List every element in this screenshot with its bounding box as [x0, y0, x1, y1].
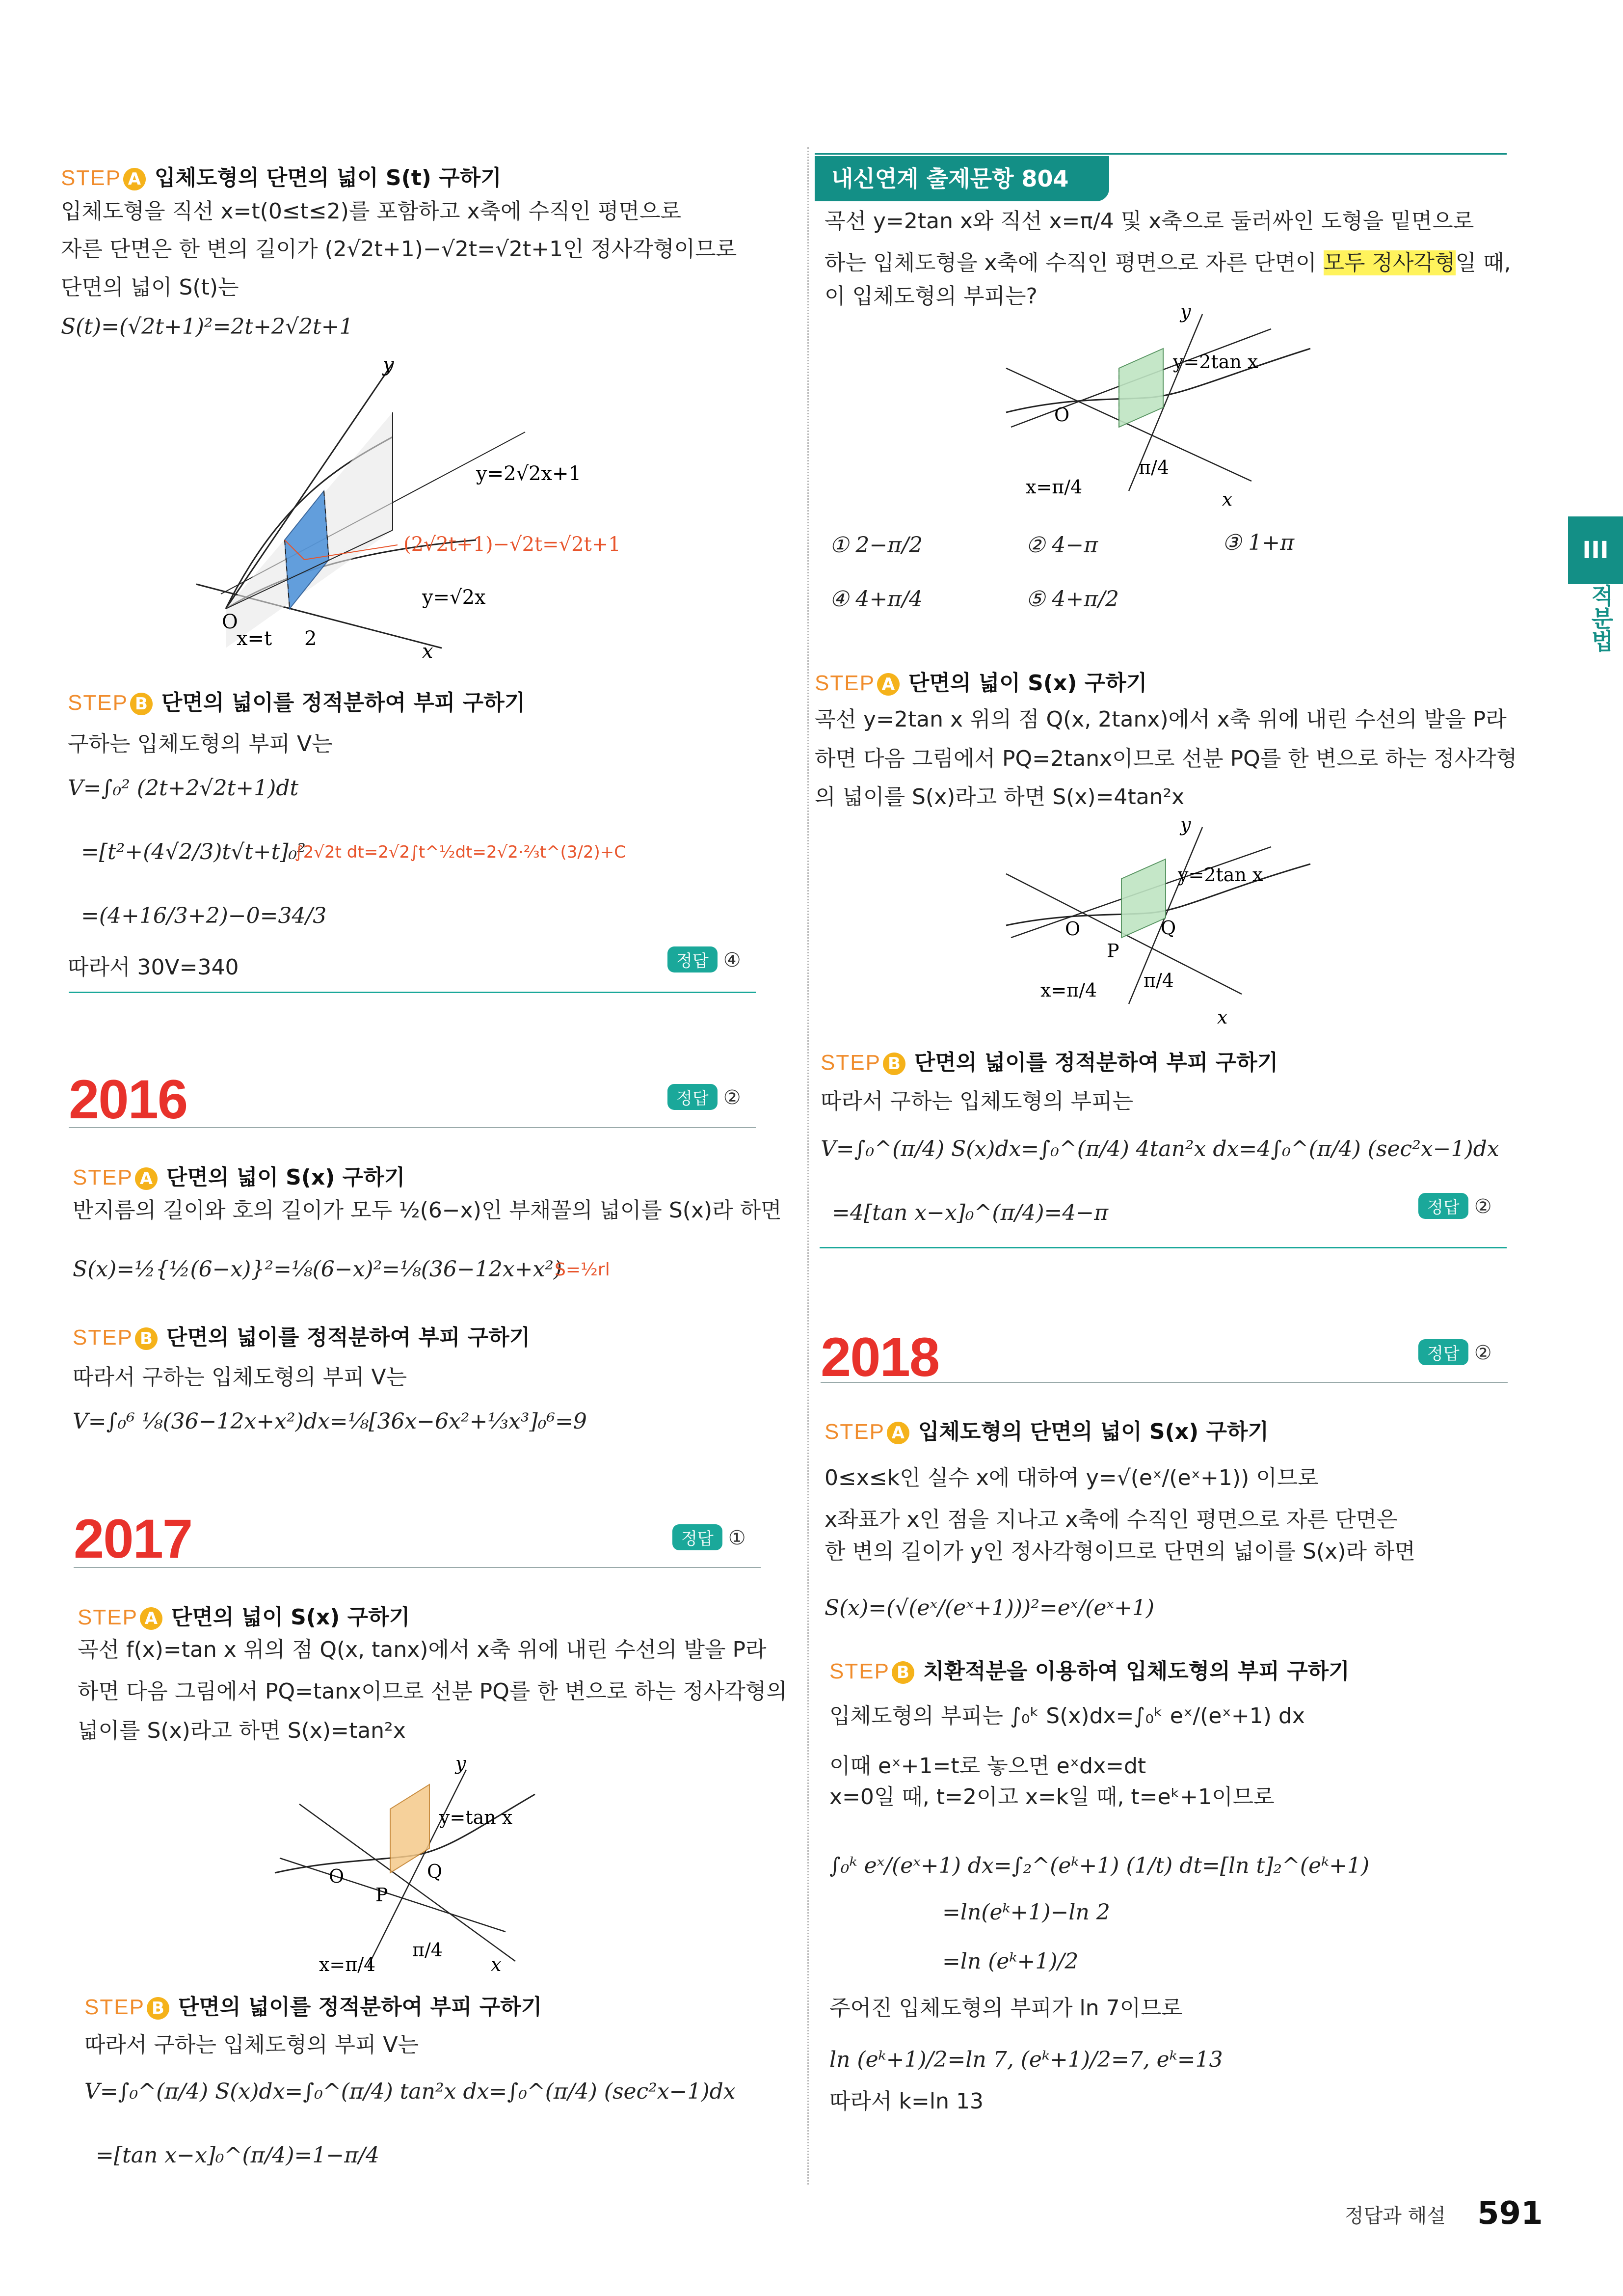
step-letter-badge: B — [130, 693, 153, 715]
banner-rule — [815, 153, 1507, 155]
answer-label: 정답 — [1418, 1193, 1468, 1219]
point-p-label: P — [1107, 940, 1119, 962]
side-length-label: (2√2t+1)−√2t=√2t+1 — [403, 533, 621, 556]
tick-label: 2 — [304, 627, 317, 650]
text-line: 이때 eˣ+1=t로 놓으면 eˣdx=dt — [829, 1754, 1146, 1779]
answer-badge — [1418, 1339, 1492, 1365]
curve-label: y=2√2x+1 — [476, 462, 582, 485]
answer-value: ② — [1474, 1342, 1492, 1364]
text-line: 따라서 k=ln 13 — [829, 2089, 984, 2114]
text-line: 따라서 구하는 입체도형의 부피 V는 — [73, 1365, 407, 1390]
text-line: 곡선 y=2tan x와 직선 x=π/4 및 x축으로 둘러싸인 도형을 밑면으로 — [825, 209, 1474, 234]
text-line: 따라서 구하는 입체도형의 부피는 — [821, 1089, 1134, 1114]
answer-badge — [1418, 1193, 1492, 1219]
answer-badge — [667, 1084, 741, 1110]
text-line: 주어진 입체도형의 부피가 ln 7이므로 — [829, 1996, 1183, 2021]
formula-line: ln (eᵏ+1)/2=ln 7, (eᵏ+1)/2=7, eᵏ=13 — [829, 2047, 1223, 2072]
step-b-heading — [84, 1989, 542, 2021]
y-axis-label: y — [455, 1755, 466, 1774]
text-line: 자른 단면은 한 변의 길이가 (2√2t+1)−√2t=√2t+1인 정사각형이므로 — [61, 237, 737, 262]
step-title: 단면의 넓이 S(x) 구하기 — [908, 671, 1147, 696]
formula-line: S(x)=½{½(6−x)}²=⅛(6−x)²=⅛(36−12x+x²) — [73, 1257, 562, 1282]
step-a-heading — [78, 1599, 410, 1631]
step-a-heading — [825, 1414, 1269, 1445]
origin-label: O — [1054, 404, 1070, 426]
line-label: x=t — [237, 627, 272, 650]
origin-label: O — [1065, 918, 1081, 940]
formula-line: S(t)=(√2t+1)²=2t+2√2t+1 — [61, 314, 353, 339]
text-line: 곡선 y=2tan x 위의 점 Q(x, 2tanx)에서 x축 위에 내린 수선의 발을 P라 — [815, 707, 1507, 732]
choice-1: ① 2−π/2 — [829, 533, 923, 558]
step-a-heading — [73, 1160, 405, 1191]
formula-line: V=∫₀² (2t+2√2t+1)dt — [68, 776, 299, 801]
formula-line: V=∫₀⁶ ⅛(36−12x+x²)dx=⅛[36x−6x²+⅓x³]₀⁶=9 — [73, 1409, 587, 1434]
problem-number: 2017 — [74, 1508, 192, 1569]
curve-label: y=tan x — [439, 1807, 513, 1828]
step-a-heading — [815, 665, 1147, 697]
step-letter-badge: B — [883, 1053, 905, 1075]
origin-label: O — [222, 611, 238, 633]
step-title: 단면의 넓이 S(x) 구하기 — [166, 1165, 405, 1190]
formula-hint: S=½rl — [555, 1260, 610, 1280]
text-line: 한 변의 길이가 y인 정사각형이므로 단면의 넓이를 S(x)라 하면 — [825, 1539, 1415, 1564]
curve-label: y=√2x — [422, 586, 486, 609]
solution-figure — [996, 817, 1335, 1033]
step-word: STEP — [73, 1165, 133, 1189]
step-b-heading — [829, 1653, 1350, 1685]
choice-4: ④ 4+π/4 — [829, 587, 923, 612]
y-axis-label: y — [1180, 304, 1191, 323]
answer-value: ② — [723, 1086, 741, 1109]
choice-3: ③ 1+π — [1222, 530, 1295, 555]
step-a-heading — [61, 160, 502, 191]
step-letter-badge: B — [147, 1997, 169, 2020]
step-title: 단면의 넓이를 정적분하여 부피 구하기 — [178, 1995, 542, 2020]
step-word: STEP — [829, 1659, 890, 1683]
line-label: x=π/4 — [1040, 979, 1097, 1001]
chapter-tab[interactable]: III — [1568, 516, 1623, 584]
text-line: 구하는 입체도형의 부피 V는 — [68, 731, 333, 756]
step-title: 단면의 넓이 S(x) 구하기 — [171, 1605, 410, 1630]
curve-label: y=2tan x — [1178, 864, 1263, 886]
text-line: 하면 다음 그림에서 PQ=tanx이므로 선분 PQ를 한 변으로 하는 정사각형의 — [78, 1679, 787, 1704]
y-axis-label: y — [383, 353, 394, 376]
step-b-heading — [73, 1320, 530, 1351]
step-title: 단면의 넓이를 정적분하여 부피 구하기 — [161, 690, 526, 715]
answer-label: 정답 — [1418, 1339, 1468, 1365]
problem-rule — [69, 1127, 756, 1128]
step-word: STEP — [73, 1325, 133, 1350]
step-letter-badge: A — [887, 1422, 909, 1444]
answer-badge — [672, 1524, 746, 1550]
step-title: 입체도형의 단면의 넓이 S(t) 구하기 — [154, 165, 502, 190]
step-letter-badge: A — [140, 1607, 162, 1630]
text-fragment: 일 때, — [1455, 250, 1511, 275]
point-q-label: Q — [427, 1861, 443, 1882]
curve-label: y=2tan x — [1173, 351, 1258, 373]
formula-line: =ln(eᵏ+1)−ln 2 — [942, 1900, 1110, 1925]
point-p-label: P — [375, 1884, 388, 1906]
text-line: x좌표가 x인 점을 지나고 x축에 수직인 평면으로 자른 단면은 — [825, 1507, 1398, 1532]
tangent-square-diagram — [270, 1755, 574, 1976]
formula-line: V=∫₀^(π/4) S(x)dx=∫₀^(π/4) 4tan²x dx=4∫₀^(π/4) (sec²x−1)dx — [821, 1136, 1499, 1162]
footer-label: 정답과 해설 — [1345, 2205, 1446, 2227]
problem-number: 2016 — [69, 1069, 187, 1130]
formula-line: =[tan x−x]₀^(π/4)=1−π/4 — [96, 2143, 379, 2168]
naesin-banner: 내신연계 출제문항 804 — [815, 156, 1109, 201]
formula-line: =4[tan x−x]₀^(π/4)=4−π — [832, 1200, 1109, 1225]
line-label: x=π/4 — [319, 1954, 376, 1975]
answer-value: ① — [728, 1527, 746, 1549]
answer-badge — [667, 946, 741, 972]
text-fragment: 하는 입체도형을 x축에 수직인 평면으로 자른 단면이 — [825, 250, 1324, 275]
point-q-label: Q — [1161, 917, 1176, 939]
answer-label: 정답 — [672, 1524, 722, 1550]
text-line: 입체도형을 직선 x=t(0≤t≤2)를 포함하고 x축에 수직인 평면으로 — [61, 199, 682, 224]
problem-rule — [74, 1567, 761, 1568]
step-word: STEP — [84, 1995, 145, 2019]
formula-line: ∫₀ᵏ eˣ/(eˣ+1) dx=∫₂^(eᵏ+1) (1/t) dt=[ln t]₂^(eᵏ+1) — [829, 1853, 1370, 1878]
formula-line: =(4+16/3+2)−0=34/3 — [81, 903, 327, 928]
section-divider — [69, 992, 756, 993]
chapter-tab-label: 적분법 — [1588, 584, 1614, 652]
step-title: 단면의 넓이를 정적분하여 부피 구하기 — [914, 1050, 1278, 1075]
text-line: 따라서 구하는 입체도형의 부피 V는 — [84, 2032, 419, 2057]
column-separator — [807, 147, 809, 2185]
integration-hint: ∫2√2t dt=2√2∫t^½dt=2√2·⅔t^(3/2)+C — [294, 842, 626, 862]
tick-label: π/4 — [412, 1939, 443, 1961]
text-line: 따라서 30V=340 — [68, 955, 239, 980]
text-line: 반지름의 길이와 호의 길이가 모두 ½(6−x)인 부채꼴의 넓이를 S(x)라 하면 — [73, 1198, 782, 1223]
answer-value: ② — [1474, 1195, 1492, 1218]
line-label: x=π/4 — [1026, 476, 1083, 498]
page-number: 591 — [1477, 2195, 1543, 2232]
x-axis-label: x — [1222, 488, 1233, 510]
highlighted-phrase: 모두 정사각형 — [1323, 250, 1456, 275]
formula-line: =ln (eᵏ+1)/2 — [942, 1949, 1079, 1974]
choice-5: ⑤ 4+π/2 — [1026, 587, 1119, 612]
text-line: 단면의 넓이 S(t)는 — [61, 275, 239, 300]
step-letter-badge: B — [135, 1327, 158, 1350]
step-word: STEP — [821, 1051, 881, 1075]
text-line: 하면 다음 그림에서 PQ=2tanx이므로 선분 PQ를 한 변으로 하는 정사각형 — [815, 746, 1517, 771]
text-line: 의 넓이를 S(x)라고 하면 S(x)=4tan²x — [815, 784, 1185, 810]
step-word: STEP — [815, 671, 875, 695]
step-letter-badge: A — [123, 168, 146, 190]
step-letter-badge: A — [877, 673, 900, 696]
problem-rule — [821, 1382, 1508, 1383]
answer-label: 정답 — [667, 1084, 718, 1110]
text-line: 0≤x≤k인 실수 x에 대하여 y=√(eˣ/(eˣ+1)) 이므로 — [825, 1465, 1319, 1490]
x-axis-label: x — [1217, 1006, 1228, 1028]
text-line — [825, 250, 1511, 276]
answer-label: 정답 — [667, 946, 718, 972]
text-line: x=0일 때, t=2이고 x=k일 때, t=eᵏ+1이므로 — [829, 1784, 1275, 1810]
formula-line: S(x)=(√(eˣ/(eˣ+1)))²=eˣ/(eˣ+1) — [825, 1595, 1155, 1621]
text-line: 넓이를 S(x)라고 하면 S(x)=tan²x — [78, 1718, 406, 1743]
step-word: STEP — [78, 1605, 138, 1629]
y-axis-label: y — [1180, 817, 1191, 836]
step-word: STEP — [68, 691, 128, 715]
x-axis-label: x — [422, 640, 433, 663]
step-word: STEP — [825, 1420, 885, 1444]
text-line: 곡선 f(x)=tan x 위의 점 Q(x, tanx)에서 x축 위에 내린 수선의 발을 P라 — [78, 1637, 767, 1662]
section-divider — [820, 1247, 1507, 1248]
step-title: 입체도형의 단면의 넓이 S(x) 구하기 — [918, 1419, 1269, 1444]
tick-label: π/4 — [1144, 970, 1174, 991]
step-title: 단면의 넓이를 정적분하여 부피 구하기 — [166, 1325, 531, 1350]
problem-figure — [996, 304, 1335, 520]
formula-line: V=∫₀^(π/4) S(x)dx=∫₀^(π/4) tan²x dx=∫₀^(π/4) (sec²x−1)dx — [84, 2079, 736, 2104]
choice-2: ② 4−π — [1026, 533, 1098, 558]
step-word: STEP — [61, 166, 121, 190]
answer-value: ④ — [723, 949, 741, 972]
step-letter-badge: B — [892, 1661, 914, 1684]
tick-label: π/4 — [1139, 457, 1169, 478]
origin-label: O — [329, 1865, 345, 1887]
formula-line: =[t²+(4√2/3)t√t+t]₀² — [81, 839, 306, 864]
step-b-heading — [821, 1045, 1278, 1076]
step-letter-badge: A — [135, 1167, 158, 1190]
text-line: 이 입체도형의 부피는? — [825, 284, 1038, 309]
text-line: 입체도형의 부피는 ∫₀ᵏ S(x)dx=∫₀ᵏ eˣ/(eˣ+1) dx — [829, 1703, 1305, 1729]
step-title: 치환적분을 이용하여 입체도형의 부피 구하기 — [923, 1659, 1350, 1684]
problem-number: 2018 — [821, 1326, 939, 1388]
x-axis-label: x — [491, 1954, 502, 1975]
solid-figure-diagram — [182, 353, 687, 668]
step-b-heading — [68, 685, 525, 716]
